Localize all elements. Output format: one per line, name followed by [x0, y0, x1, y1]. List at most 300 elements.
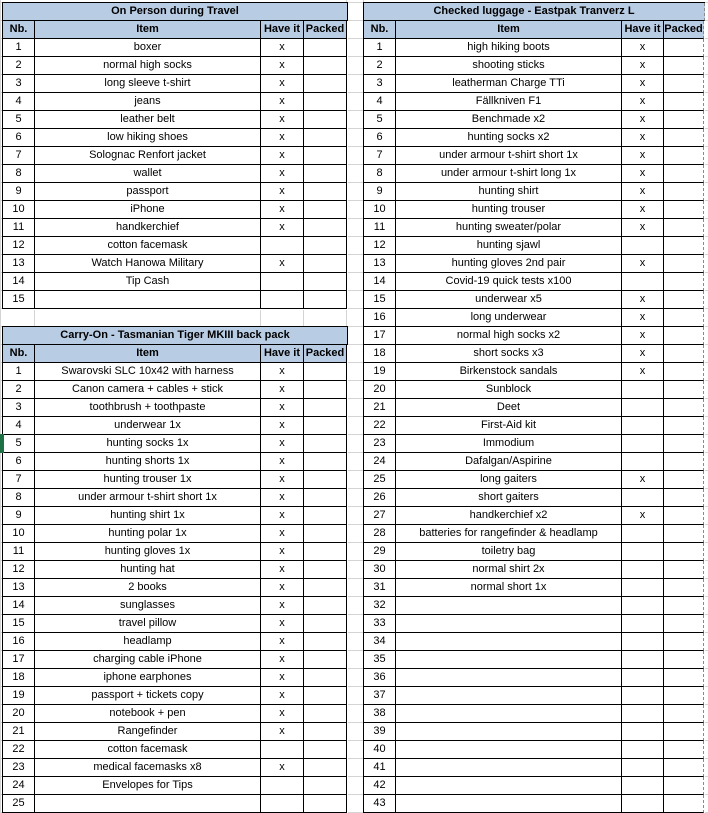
- cell-have-it[interactable]: [622, 381, 664, 399]
- cell-packed[interactable]: [304, 363, 347, 381]
- cell-have-it[interactable]: [622, 489, 664, 507]
- cell-packed[interactable]: [304, 507, 347, 525]
- cell-have-it[interactable]: x: [622, 363, 664, 381]
- cell-have-it[interactable]: x: [261, 129, 304, 147]
- cell-nb[interactable]: 41: [364, 759, 396, 777]
- cell-have-it[interactable]: [622, 453, 664, 471]
- cell-nb[interactable]: 12: [3, 561, 35, 579]
- cell-item[interactable]: normal high socks x2: [396, 327, 622, 345]
- cell-packed[interactable]: [664, 777, 704, 795]
- cell-packed[interactable]: [664, 309, 704, 327]
- cell-item[interactable]: high hiking boots: [396, 39, 622, 57]
- cell-have-it[interactable]: [622, 741, 664, 759]
- cell-item[interactable]: hunting shirt 1x: [35, 507, 261, 525]
- cell-packed[interactable]: [664, 75, 704, 93]
- cell-nb[interactable]: 2: [364, 57, 396, 75]
- cell-have-it[interactable]: x: [261, 93, 304, 111]
- cell-item[interactable]: leather belt: [35, 111, 261, 129]
- cell-item[interactable]: jeans: [35, 93, 261, 111]
- cell-nb[interactable]: 24: [3, 777, 35, 795]
- cell-packed[interactable]: [664, 561, 704, 579]
- cell-nb[interactable]: 16: [3, 633, 35, 651]
- cell-nb[interactable]: 8: [3, 165, 35, 183]
- cell-item[interactable]: hunting gloves 2nd pair: [396, 255, 622, 273]
- cell-have-it[interactable]: [622, 525, 664, 543]
- cell-have-it[interactable]: x: [261, 723, 304, 741]
- cell-nb[interactable]: 6: [364, 129, 396, 147]
- cell-nb[interactable]: 38: [364, 705, 396, 723]
- cell-packed[interactable]: [664, 435, 704, 453]
- cell-nb[interactable]: 21: [364, 399, 396, 417]
- cell-packed[interactable]: [664, 579, 704, 597]
- cell-have-it[interactable]: x: [261, 255, 304, 273]
- cell-packed[interactable]: [304, 579, 347, 597]
- cell-item[interactable]: Rangefinder: [35, 723, 261, 741]
- cell-item[interactable]: [396, 669, 622, 687]
- cell-nb[interactable]: 10: [364, 201, 396, 219]
- cell-have-it[interactable]: x: [622, 345, 664, 363]
- cell-have-it[interactable]: [261, 273, 304, 291]
- cell-nb[interactable]: 12: [3, 237, 35, 255]
- cell-item[interactable]: short gaiters: [396, 489, 622, 507]
- cell-item[interactable]: travel pillow: [35, 615, 261, 633]
- header-cell-packed[interactable]: Packed: [304, 21, 347, 39]
- cell-have-it[interactable]: x: [622, 309, 664, 327]
- cell-nb[interactable]: 40: [364, 741, 396, 759]
- cell-item[interactable]: medical facemasks x8: [35, 759, 261, 777]
- cell-have-it[interactable]: x: [261, 219, 304, 237]
- cell-item[interactable]: Deet: [396, 399, 622, 417]
- cell-item[interactable]: hunting sjawl: [396, 237, 622, 255]
- cell-nb[interactable]: 5: [364, 111, 396, 129]
- cell-packed[interactable]: [664, 633, 704, 651]
- cell-packed[interactable]: [304, 111, 347, 129]
- cell-item[interactable]: under armour t-shirt short 1x: [35, 489, 261, 507]
- cell-packed[interactable]: [304, 165, 347, 183]
- cell-item[interactable]: hunting gloves 1x: [35, 543, 261, 561]
- cell-nb[interactable]: 6: [3, 129, 35, 147]
- cell-packed[interactable]: [664, 507, 704, 525]
- cell-have-it[interactable]: x: [261, 435, 304, 453]
- cell-packed[interactable]: [304, 237, 347, 255]
- cell-item[interactable]: passport: [35, 183, 261, 201]
- cell-nb[interactable]: 2: [3, 381, 35, 399]
- cell-packed[interactable]: [304, 399, 347, 417]
- cell-nb[interactable]: 11: [3, 543, 35, 561]
- cell-nb[interactable]: 26: [364, 489, 396, 507]
- cell-have-it[interactable]: x: [261, 579, 304, 597]
- cell-have-it[interactable]: [622, 705, 664, 723]
- table-title-carry-on[interactable]: Carry-On - Tasmanian Tiger MKIII back pack: [3, 327, 348, 345]
- cell-have-it[interactable]: x: [261, 705, 304, 723]
- cell-nb[interactable]: 22: [364, 417, 396, 435]
- cell-item[interactable]: Tip Cash: [35, 273, 261, 291]
- cell-packed[interactable]: [304, 615, 347, 633]
- cell-nb[interactable]: 14: [3, 273, 35, 291]
- cell-packed[interactable]: [664, 381, 704, 399]
- cell-packed[interactable]: [304, 129, 347, 147]
- cell-item[interactable]: [396, 633, 622, 651]
- table-title-on-person[interactable]: On Person during Travel: [3, 3, 348, 21]
- cell-item[interactable]: underwear x5: [396, 291, 622, 309]
- cell-packed[interactable]: [304, 777, 347, 795]
- cell-item[interactable]: hunting polar 1x: [35, 525, 261, 543]
- cell-packed[interactable]: [304, 255, 347, 273]
- header-cell-nb[interactable]: Nb.: [3, 21, 35, 39]
- cell-packed[interactable]: [304, 201, 347, 219]
- cell-item[interactable]: [35, 795, 261, 813]
- cell-have-it[interactable]: x: [622, 291, 664, 309]
- cell-packed[interactable]: [664, 183, 704, 201]
- cell-nb[interactable]: 7: [3, 471, 35, 489]
- cell-nb[interactable]: 22: [3, 741, 35, 759]
- header-cell-item[interactable]: Item: [35, 345, 261, 363]
- cell-have-it[interactable]: [622, 759, 664, 777]
- cell-item[interactable]: Benchmade x2: [396, 111, 622, 129]
- cell-nb[interactable]: 4: [3, 93, 35, 111]
- cell-have-it[interactable]: x: [622, 201, 664, 219]
- cell-item[interactable]: long underwear: [396, 309, 622, 327]
- cell-item[interactable]: leatherman Charge TTi: [396, 75, 622, 93]
- cell-packed[interactable]: [664, 237, 704, 255]
- cell-have-it[interactable]: x: [261, 507, 304, 525]
- cell-nb[interactable]: 24: [364, 453, 396, 471]
- cell-item[interactable]: hunting shorts 1x: [35, 453, 261, 471]
- cell-have-it[interactable]: x: [261, 615, 304, 633]
- cell-packed[interactable]: [664, 687, 704, 705]
- cell-nb[interactable]: 4: [3, 417, 35, 435]
- cell-packed[interactable]: [304, 453, 347, 471]
- cell-item[interactable]: Solognac Renfort jacket: [35, 147, 261, 165]
- cell-nb[interactable]: 3: [364, 75, 396, 93]
- cell-item[interactable]: [396, 705, 622, 723]
- cell-have-it[interactable]: x: [622, 75, 664, 93]
- cell-packed[interactable]: [664, 201, 704, 219]
- cell-packed[interactable]: [304, 489, 347, 507]
- cell-item[interactable]: long gaiters: [396, 471, 622, 489]
- cell-nb[interactable]: 3: [3, 399, 35, 417]
- cell-item[interactable]: underwear 1x: [35, 417, 261, 435]
- header-cell-item[interactable]: Item: [396, 21, 622, 39]
- cell-nb[interactable]: 10: [3, 525, 35, 543]
- cell-packed[interactable]: [304, 669, 347, 687]
- cell-have-it[interactable]: [261, 741, 304, 759]
- cell-have-it[interactable]: x: [261, 111, 304, 129]
- cell-nb[interactable]: 3: [3, 75, 35, 93]
- cell-nb[interactable]: 29: [364, 543, 396, 561]
- cell-nb[interactable]: 43: [364, 795, 396, 813]
- cell-item[interactable]: [396, 597, 622, 615]
- cell-item[interactable]: Immodium: [396, 435, 622, 453]
- header-cell-have-it[interactable]: Have it: [261, 21, 304, 39]
- header-cell-nb[interactable]: Nb.: [3, 345, 35, 363]
- cell-item[interactable]: iPhone: [35, 201, 261, 219]
- cell-item[interactable]: [396, 723, 622, 741]
- header-cell-packed[interactable]: Packed: [304, 345, 347, 363]
- cell-nb[interactable]: 19: [3, 687, 35, 705]
- cell-nb[interactable]: 1: [3, 39, 35, 57]
- cell-nb[interactable]: 34: [364, 633, 396, 651]
- cell-item[interactable]: hunting shirt: [396, 183, 622, 201]
- cell-item[interactable]: short socks x3: [396, 345, 622, 363]
- cell-packed[interactable]: [664, 165, 704, 183]
- cell-item[interactable]: Fällkniven F1: [396, 93, 622, 111]
- cell-packed[interactable]: [304, 273, 347, 291]
- cell-have-it[interactable]: [622, 543, 664, 561]
- cell-packed[interactable]: [664, 525, 704, 543]
- cell-nb[interactable]: 15: [3, 615, 35, 633]
- cell-have-it[interactable]: x: [261, 759, 304, 777]
- cell-item[interactable]: hunting socks 1x: [35, 435, 261, 453]
- cell-item[interactable]: Canon camera + cables + stick: [35, 381, 261, 399]
- cell-have-it[interactable]: x: [622, 147, 664, 165]
- cell-nb[interactable]: 13: [364, 255, 396, 273]
- cell-nb[interactable]: 39: [364, 723, 396, 741]
- cell-packed[interactable]: [304, 183, 347, 201]
- header-cell-have-it[interactable]: Have it: [261, 345, 304, 363]
- cell-have-it[interactable]: x: [622, 507, 664, 525]
- cell-have-it[interactable]: x: [261, 381, 304, 399]
- cell-nb[interactable]: 37: [364, 687, 396, 705]
- cell-nb[interactable]: 12: [364, 237, 396, 255]
- cell-nb[interactable]: 7: [364, 147, 396, 165]
- cell-item[interactable]: [396, 795, 622, 813]
- cell-nb[interactable]: 13: [3, 255, 35, 273]
- cell-packed[interactable]: [664, 363, 704, 381]
- cell-item[interactable]: hunting hat: [35, 561, 261, 579]
- cell-packed[interactable]: [664, 615, 704, 633]
- cell-nb[interactable]: 36: [364, 669, 396, 687]
- cell-packed[interactable]: [664, 651, 704, 669]
- cell-item[interactable]: charging cable iPhone: [35, 651, 261, 669]
- cell-have-it[interactable]: x: [261, 633, 304, 651]
- cell-have-it[interactable]: x: [261, 651, 304, 669]
- cell-packed[interactable]: [304, 543, 347, 561]
- cell-nb[interactable]: 20: [364, 381, 396, 399]
- cell-have-it[interactable]: x: [261, 561, 304, 579]
- cell-nb[interactable]: 21: [3, 723, 35, 741]
- cell-have-it[interactable]: x: [261, 165, 304, 183]
- cell-packed[interactable]: [304, 381, 347, 399]
- cell-item[interactable]: sunglasses: [35, 597, 261, 615]
- cell-packed[interactable]: [664, 489, 704, 507]
- cell-nb[interactable]: 27: [364, 507, 396, 525]
- cell-have-it[interactable]: [622, 669, 664, 687]
- cell-item[interactable]: Watch Hanowa Military: [35, 255, 261, 273]
- cell-item[interactable]: toothbrush + toothpaste: [35, 399, 261, 417]
- cell-nb[interactable]: 6: [3, 453, 35, 471]
- cell-packed[interactable]: [664, 705, 704, 723]
- cell-packed[interactable]: [304, 93, 347, 111]
- cell-have-it[interactable]: x: [261, 525, 304, 543]
- cell-have-it[interactable]: x: [622, 111, 664, 129]
- cell-have-it[interactable]: x: [261, 399, 304, 417]
- cell-have-it[interactable]: [622, 633, 664, 651]
- header-cell-nb[interactable]: Nb.: [364, 21, 396, 39]
- cell-packed[interactable]: [304, 633, 347, 651]
- cell-have-it[interactable]: x: [622, 219, 664, 237]
- cell-nb[interactable]: 23: [364, 435, 396, 453]
- cell-item[interactable]: hunting trouser 1x: [35, 471, 261, 489]
- cell-packed[interactable]: [304, 759, 347, 777]
- cell-packed[interactable]: [664, 129, 704, 147]
- cell-nb[interactable]: 8: [364, 165, 396, 183]
- cell-item[interactable]: notebook + pen: [35, 705, 261, 723]
- header-cell-item[interactable]: Item: [35, 21, 261, 39]
- cell-nb[interactable]: 42: [364, 777, 396, 795]
- cell-have-it[interactable]: x: [622, 39, 664, 57]
- cell-packed[interactable]: [664, 111, 704, 129]
- cell-item[interactable]: iphone earphones: [35, 669, 261, 687]
- cell-have-it[interactable]: x: [261, 57, 304, 75]
- cell-nb[interactable]: 33: [364, 615, 396, 633]
- cell-packed[interactable]: [304, 723, 347, 741]
- cell-item[interactable]: under armour t-shirt short 1x: [396, 147, 622, 165]
- cell-nb[interactable]: 14: [364, 273, 396, 291]
- cell-packed[interactable]: [664, 597, 704, 615]
- cell-nb[interactable]: 2: [3, 57, 35, 75]
- cell-item[interactable]: wallet: [35, 165, 261, 183]
- cell-have-it[interactable]: [622, 615, 664, 633]
- cell-have-it[interactable]: x: [261, 489, 304, 507]
- cell-item[interactable]: long sleeve t-shirt: [35, 75, 261, 93]
- cell-item[interactable]: normal high socks: [35, 57, 261, 75]
- cell-nb[interactable]: 5: [3, 111, 35, 129]
- cell-item[interactable]: [396, 615, 622, 633]
- cell-item[interactable]: normal shirt 2x: [396, 561, 622, 579]
- cell-packed[interactable]: [304, 435, 347, 453]
- cell-packed[interactable]: [304, 651, 347, 669]
- cell-nb[interactable]: 13: [3, 579, 35, 597]
- cell-have-it[interactable]: [622, 777, 664, 795]
- cell-item[interactable]: Covid-19 quick tests x100: [396, 273, 622, 291]
- cell-have-it[interactable]: x: [622, 129, 664, 147]
- cell-nb[interactable]: 31: [364, 579, 396, 597]
- cell-packed[interactable]: [304, 561, 347, 579]
- cell-packed[interactable]: [664, 723, 704, 741]
- cell-have-it[interactable]: [261, 777, 304, 795]
- cell-have-it[interactable]: x: [261, 687, 304, 705]
- cell-nb[interactable]: 18: [364, 345, 396, 363]
- cell-item[interactable]: Dafalgan/Aspirine: [396, 453, 622, 471]
- cell-nb[interactable]: 17: [3, 651, 35, 669]
- cell-nb[interactable]: 8: [3, 489, 35, 507]
- cell-have-it[interactable]: x: [261, 363, 304, 381]
- cell-packed[interactable]: [664, 741, 704, 759]
- cell-nb[interactable]: 4: [364, 93, 396, 111]
- table-title-checked-luggage[interactable]: Checked luggage - Eastpak Tranverz L: [364, 3, 705, 21]
- cell-packed[interactable]: [304, 705, 347, 723]
- cell-packed[interactable]: [664, 345, 704, 363]
- cell-have-it[interactable]: x: [622, 57, 664, 75]
- cell-nb[interactable]: 9: [364, 183, 396, 201]
- cell-item[interactable]: under armour t-shirt long 1x: [396, 165, 622, 183]
- cell-nb[interactable]: 7: [3, 147, 35, 165]
- cell-have-it[interactable]: [622, 417, 664, 435]
- cell-packed[interactable]: [304, 687, 347, 705]
- cell-packed[interactable]: [664, 57, 704, 75]
- cell-have-it[interactable]: x: [261, 453, 304, 471]
- cell-item[interactable]: handkerchief: [35, 219, 261, 237]
- cell-packed[interactable]: [664, 759, 704, 777]
- cell-have-it[interactable]: x: [261, 471, 304, 489]
- cell-item[interactable]: shooting sticks: [396, 57, 622, 75]
- cell-item[interactable]: passport + tickets copy: [35, 687, 261, 705]
- cell-have-it[interactable]: x: [261, 669, 304, 687]
- cell-have-it[interactable]: [261, 795, 304, 813]
- cell-packed[interactable]: [664, 453, 704, 471]
- cell-nb[interactable]: 15: [364, 291, 396, 309]
- cell-packed[interactable]: [304, 525, 347, 543]
- cell-packed[interactable]: [664, 417, 704, 435]
- cell-nb[interactable]: 5: [3, 435, 35, 453]
- cell-nb[interactable]: 9: [3, 507, 35, 525]
- cell-have-it[interactable]: [622, 651, 664, 669]
- cell-item[interactable]: hunting trouser: [396, 201, 622, 219]
- cell-have-it[interactable]: [622, 273, 664, 291]
- cell-item[interactable]: [35, 291, 261, 309]
- cell-have-it[interactable]: x: [622, 93, 664, 111]
- cell-item[interactable]: low hiking shoes: [35, 129, 261, 147]
- cell-nb[interactable]: 9: [3, 183, 35, 201]
- cell-packed[interactable]: [304, 219, 347, 237]
- cell-have-it[interactable]: [622, 579, 664, 597]
- cell-have-it[interactable]: x: [622, 327, 664, 345]
- cell-packed[interactable]: [304, 147, 347, 165]
- cell-nb[interactable]: 23: [3, 759, 35, 777]
- cell-packed[interactable]: [664, 255, 704, 273]
- cell-item[interactable]: First-Aid kit: [396, 417, 622, 435]
- cell-packed[interactable]: [304, 597, 347, 615]
- cell-item[interactable]: batteries for rangefinder & headlamp: [396, 525, 622, 543]
- cell-item[interactable]: [396, 741, 622, 759]
- cell-have-it[interactable]: [622, 597, 664, 615]
- cell-packed[interactable]: [304, 291, 347, 309]
- cell-nb[interactable]: 14: [3, 597, 35, 615]
- cell-packed[interactable]: [304, 741, 347, 759]
- cell-packed[interactable]: [664, 273, 704, 291]
- cell-item[interactable]: Sunblock: [396, 381, 622, 399]
- cell-have-it[interactable]: x: [622, 183, 664, 201]
- cell-item[interactable]: [396, 777, 622, 795]
- cell-nb[interactable]: 11: [3, 219, 35, 237]
- cell-item[interactable]: boxer: [35, 39, 261, 57]
- cell-have-it[interactable]: x: [261, 543, 304, 561]
- cell-packed[interactable]: [664, 39, 704, 57]
- cell-nb[interactable]: 25: [3, 795, 35, 813]
- header-cell-packed[interactable]: Packed: [664, 21, 704, 39]
- cell-nb[interactable]: 15: [3, 291, 35, 309]
- cell-have-it[interactable]: [622, 723, 664, 741]
- cell-have-it[interactable]: x: [622, 165, 664, 183]
- cell-packed[interactable]: [664, 399, 704, 417]
- cell-have-it[interactable]: [622, 237, 664, 255]
- cell-nb[interactable]: 1: [3, 363, 35, 381]
- cell-have-it[interactable]: [622, 399, 664, 417]
- cell-nb[interactable]: 30: [364, 561, 396, 579]
- cell-packed[interactable]: [664, 93, 704, 111]
- cell-have-it[interactable]: x: [261, 75, 304, 93]
- cell-packed[interactable]: [664, 291, 704, 309]
- cell-have-it[interactable]: x: [261, 417, 304, 435]
- cell-have-it[interactable]: x: [261, 183, 304, 201]
- cell-item[interactable]: [396, 651, 622, 669]
- cell-item[interactable]: Envelopes for Tips: [35, 777, 261, 795]
- cell-nb[interactable]: 32: [364, 597, 396, 615]
- cell-packed[interactable]: [664, 147, 704, 165]
- cell-nb[interactable]: 25: [364, 471, 396, 489]
- cell-nb[interactable]: 28: [364, 525, 396, 543]
